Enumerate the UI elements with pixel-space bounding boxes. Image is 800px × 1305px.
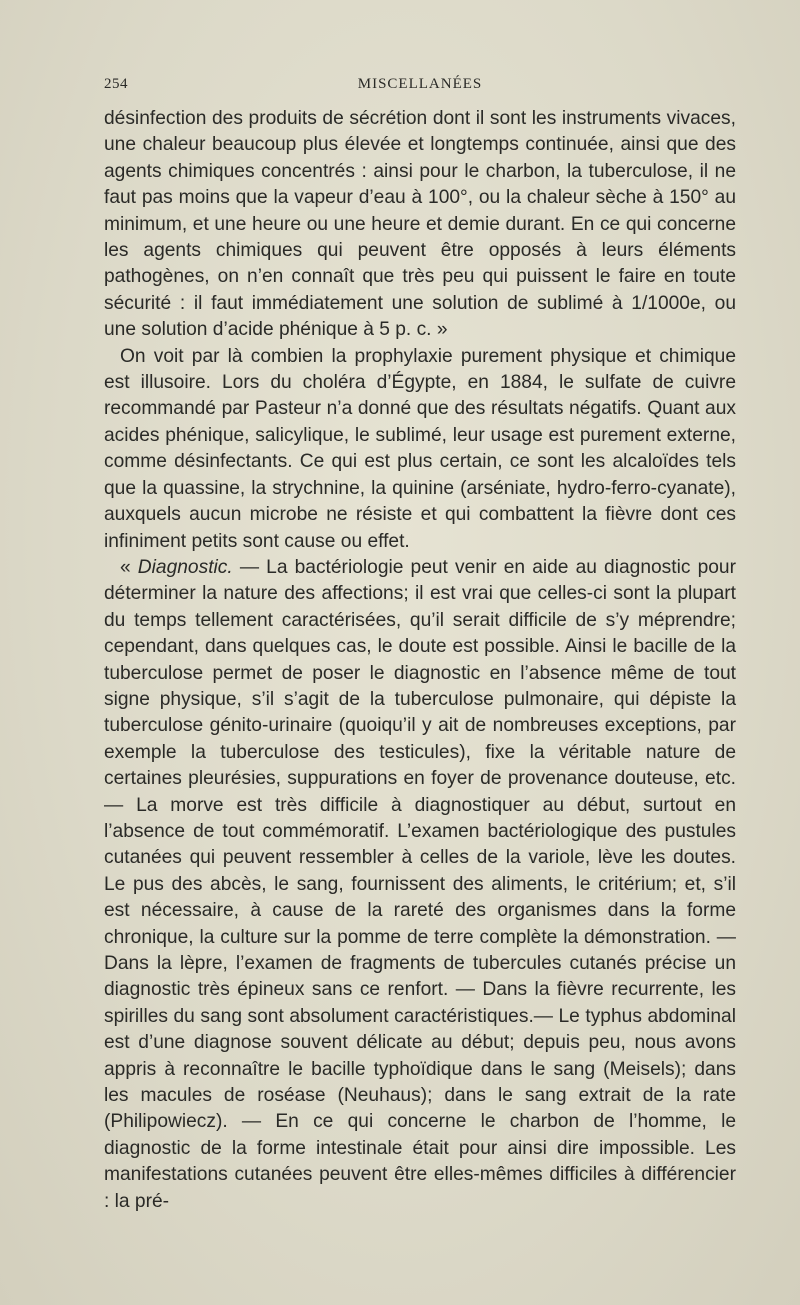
paragraph-disinfection: désinfection des produits de sécrétion dont il sont les instruments vivaces, une chaleur beaucoup plus élevée et longtemps continuée, ainsi que des agents chimiques concentrés : ainsi pour le charbon, la tuberculose, il ne faut pas moins que la vapeur d’eau à 100°, ou la chaleur sèche à 150° au minimum, et une heure ou une heure et demie durant. En ce qui concerne les agents chimiques qui peuvent être opposés à leurs éléments pathogènes, on n’en connaît que très peu qui puissent le faire en toute sécurité : il faut immédiatement une solution de sublimé à 1/1000e, ou une solution d’acide phénique à 5 p. c. » — [104, 108, 736, 341]
diagnostic-text: — La bactériologie peut venir en aide au diagnostic pour déterminer la nature des affections; il est vrai que celles-ci sont la plupart du temps tellement caractérisées, qu’il serait difficile de s’y méprendre; cependant, dans quelques cas, le doute est possible. Ainsi le bacille de la tuberculose permet de poser le diagnostic en l’absence même de tout signe physique, s’il s’agit de la tuberculose pulmonaire, qui dépiste la tuberculose génito-urinaire (quoiqu’il y ait de nombreuses exceptions, par exemple la tuberculose des testicules), fixe la véritable nature de certaines pleurésies, suppurations en foyer de provenance douteuse, etc. — La morve est très difficile à diagnostiquer au début, surtout en l’absence de tout commémoratif. L’examen bactériologique des pustules cutanées qui peuvent ressembler à celles de la variole, lève les doutes. Le pus des abcès, le sang, fournissent des aliments, le critérium; et, s’il est nécessaire, à cause de la rareté des organismes dans la forme chronique, la culture sur la pomme de terre complète la démonstration. — Dans la lèpre, l’examen de fragments de tubercules cutanés précise un diagnostic très épineux sans ce renfort. — Dans la fièvre recurrente, les spirilles du sang sont absolument caractéristiques.— Le typhus abdominal est d’une diagnose souvent délicate au début; depuis peu, nous avons appris à reconnaître le bacille typhoïdique dans le sang (Meisels); dans les macules de roséase (Neuhaus); dans le sang extrait de la rate (Philipowiecz). — En ce qui concerne le charbon de l’homme, le diagnostic de la forme intestinale était pour ainsi dire impossible. Les manifestations cutanées peuvent être elles-mêmes difficiles à différencier : la pré- — [104, 556, 736, 1212]
body-text — [104, 106, 736, 1215]
quote-mark: « — [120, 556, 138, 578]
running-title: MISCELLANÉES — [357, 76, 483, 92]
diagnostic-heading: Diagnostic. — [137, 556, 233, 578]
paragraph-prophylaxis: On voit par là combien la prophylaxie purement physique et chimique est illusoire. Lors du choléra d’Égypte, en 1884, le sulfate de cuivre recommandé par Pasteur n’a donné que des résultats négatifs. Quant aux acides phénique, salicylique, le sublimé, leur usage est purement externe, comme désinfectants. Ce qui est plus certain, ce sont les alcaloïdes tels que la quassine, la strychnine, la quinine (arséniate, hydro-ferro-cyanate), auxquels aucun microbe ne résiste et qui combattent la fièvre dont ces infiniment petits sont cause ou effet. — [104, 345, 736, 552]
page-header — [104, 76, 736, 96]
paragraph-diagnostic — [104, 555, 736, 1215]
page-number: 254 — [104, 76, 128, 92]
